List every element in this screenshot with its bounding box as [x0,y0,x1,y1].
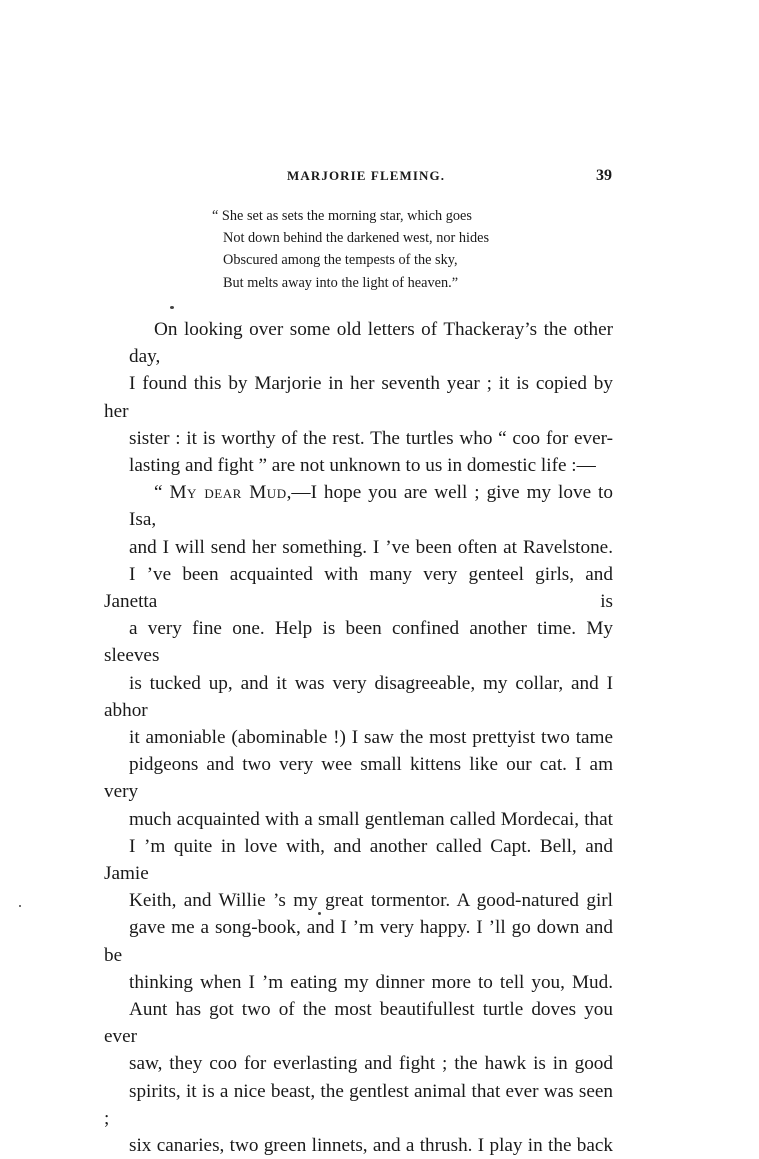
letter-first-line-rest: ,—I hope you are well ; give my love to Isa, [129,482,613,531]
paragraph-marjorie-letter [104,479,613,1159]
text-line: lasting and fight ” are not unknown to us in domestic life :— [129,455,596,477]
text-line: I found this by Marjorie in her seventh year ; it is copied by her [104,373,613,422]
text-line: I ’m quite in love with, and another called Capt. Bell, and Jamie [104,835,613,885]
letter-salutation: My dear Mud [169,482,287,504]
ink-speck [19,905,21,907]
text-line: Keith, and Willie ’s my great tormentor. A good-natured girl [129,890,613,912]
text-line: is tucked up, and it was very disagreeable, my collar, and I abhor [104,672,613,721]
text-line: sister : it is worthy of the rest. The turtles who “ coo for ever- [129,427,613,449]
text-line: six canaries, two green linnets, and a thrush. I play in the back [129,1135,613,1157]
text-line: saw, they coo for everlasting and fight ; the hawk is in good [129,1053,613,1075]
text-line: spirits, it is a nice beast, the gentlest animal that ever was seen ; [104,1080,613,1129]
opening-quote: “ [154,482,170,504]
text-line: On looking over some old letters of Thackeray’s the other day, [129,319,613,368]
page-number: 39 [596,167,612,184]
text-line [104,479,613,533]
text-line: much acquainted with a small gentleman called Mordecai, that [129,808,613,830]
epigraph-line: Not down behind the darkened west, nor hides [223,230,490,247]
text-line: I ’ve been acquainted with many very genteel girls, and Janetta is [104,563,613,613]
epigraph-verse [212,205,489,294]
ink-speck [170,306,174,309]
running-head [0,168,759,192]
epigraph-line: But melts away into the light of heaven.” [223,274,459,291]
text-line: gave me a song-book, and I ’m very happy. I ’ll go down and be [104,917,613,966]
text-line: a very fine one. Help is been confined another time. My sleeves [104,618,613,667]
text-line: pidgeons and two very wee small kittens like our cat. I am very [104,754,613,803]
text-line: Aunt has got two of the most beautifullest turtle doves you ever [104,999,613,1048]
text-line: thinking when I ’m eating my dinner more to tell you, Mud. [129,971,613,993]
epigraph-line: Obscured among the tempests of the sky, [223,252,458,269]
text-line: and I will send her something. I ’ve been often at Ravelstone. [129,536,613,558]
paragraph-thackeray-letters [104,316,613,479]
text-line: it amoniable (abominable !) I saw the most prettyist two tame [129,727,613,749]
running-title: MARJORIE FLEMING. [287,168,446,183]
body-text [104,316,613,1159]
epigraph-line: “ She set as sets the morning star, which goes [212,208,472,224]
